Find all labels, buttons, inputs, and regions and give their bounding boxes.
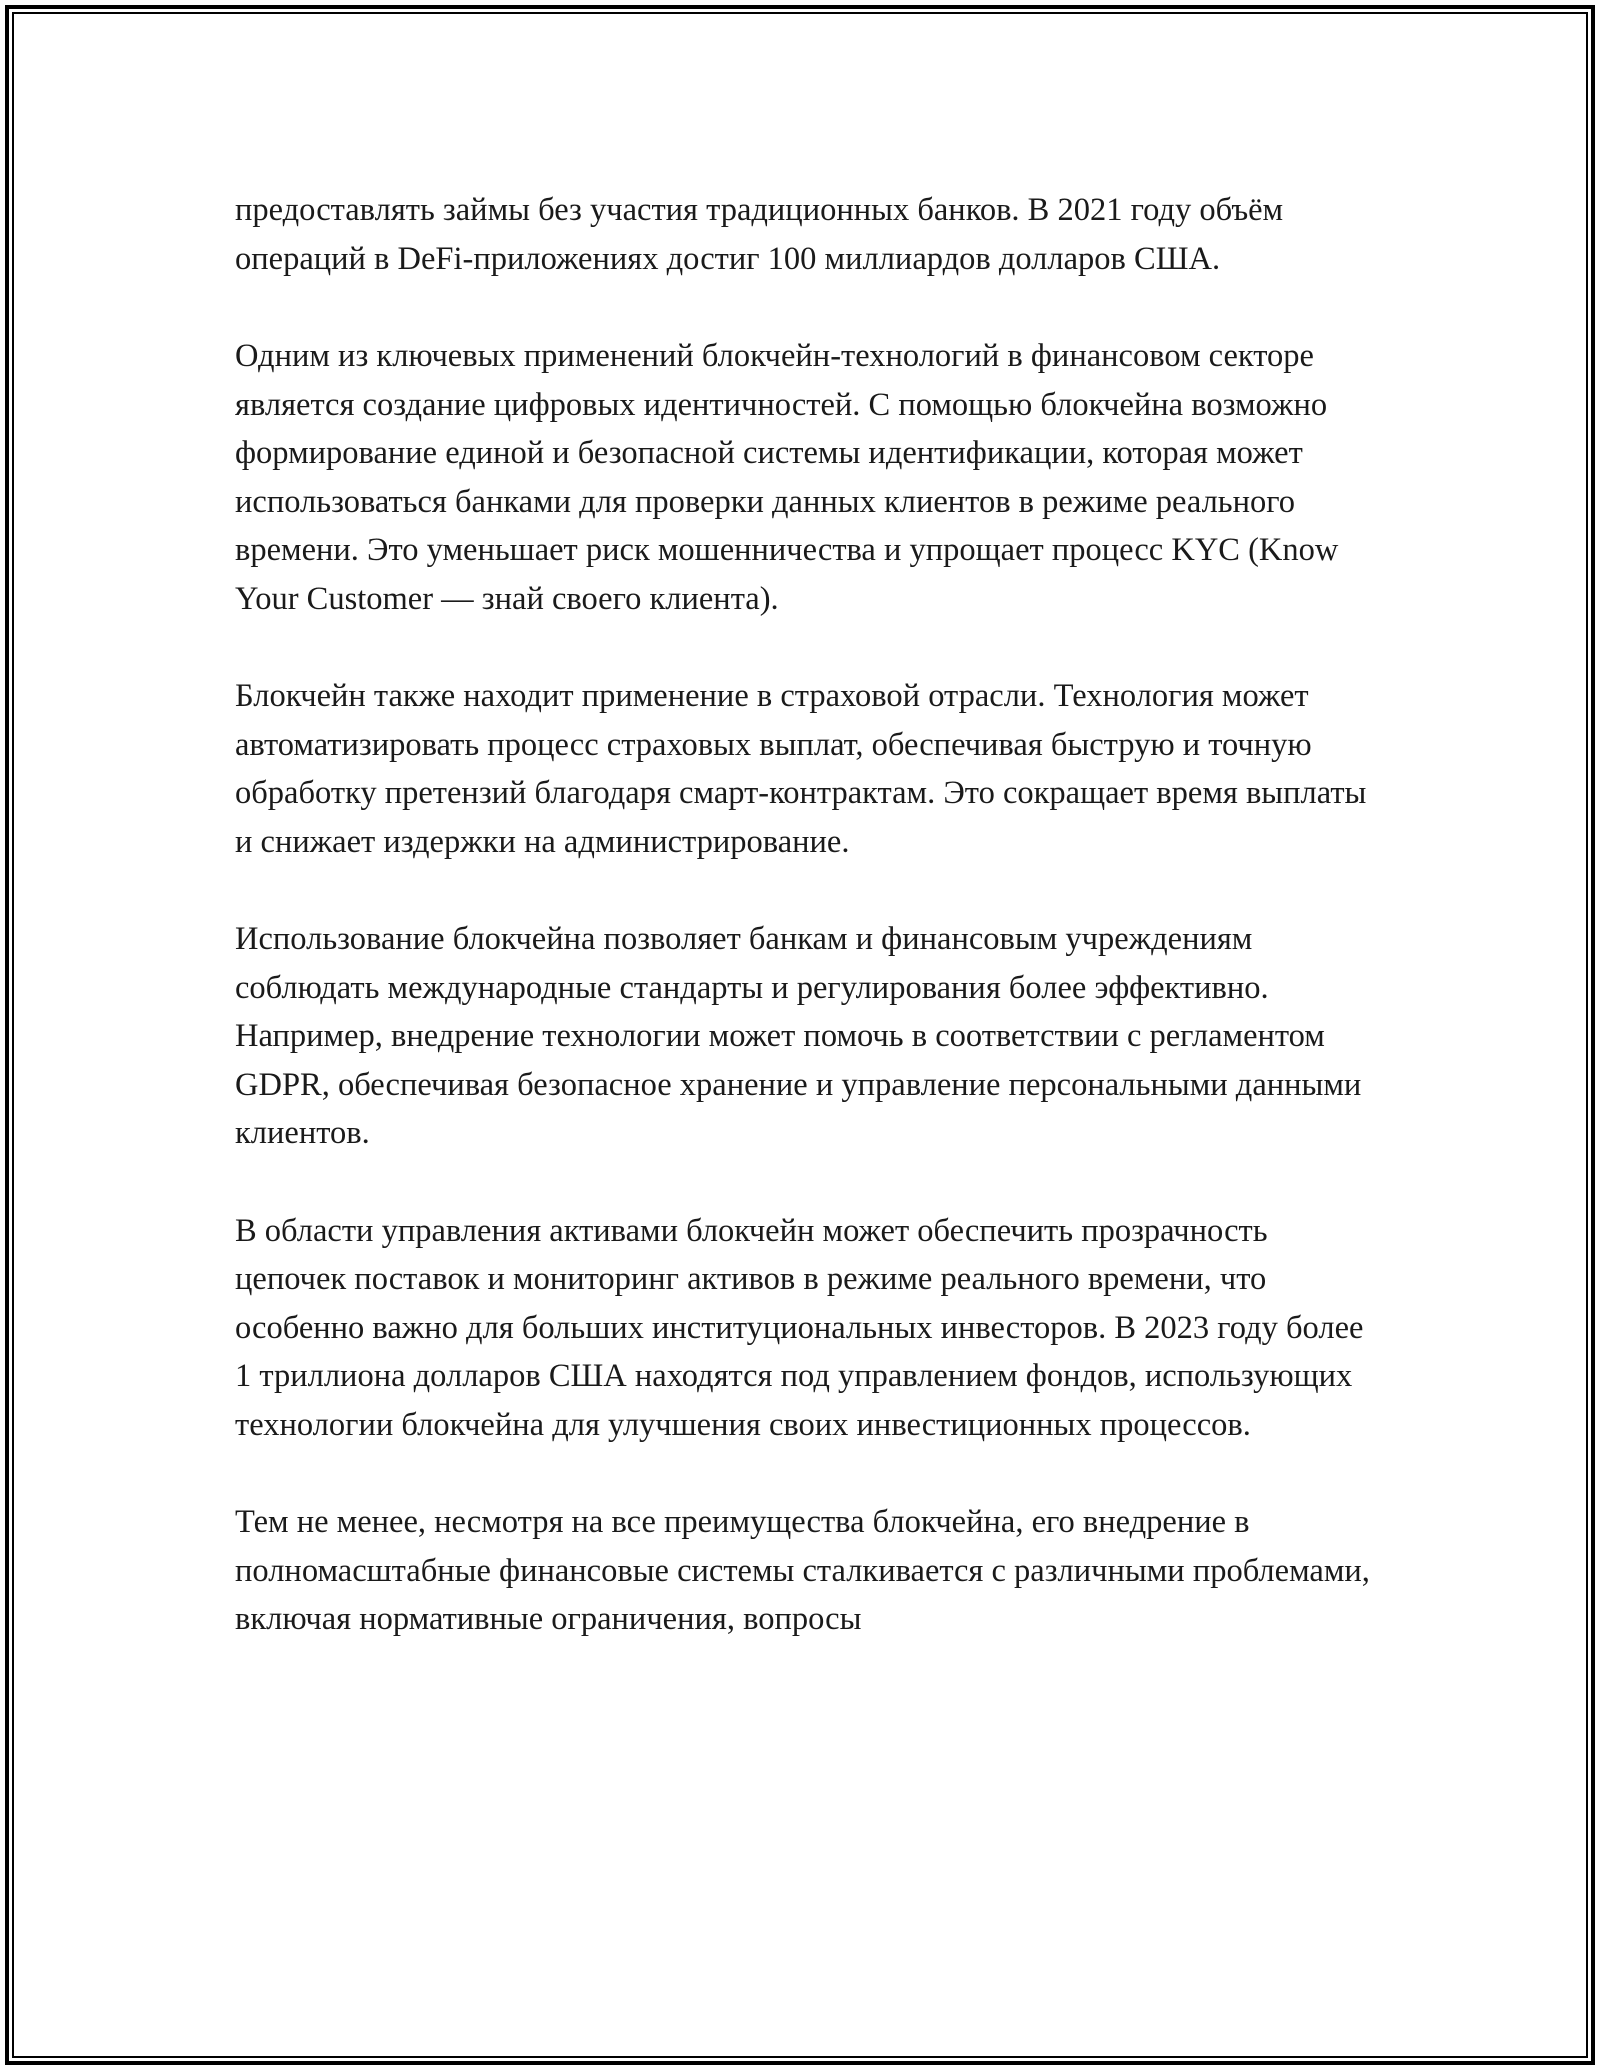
paragraph-challenges: Тем не менее, несмотря на все преимущества блокчейна, его внедрение в полномасштабные финансовые системы сталкивается с различными проблемами, включая нормативные ограничения, вопросы	[235, 1504, 1370, 1637]
paragraph-asset-management: В области управления активами блокчейн может обеспечить прозрачность цепочек поставок и мониторинг активов в режиме реального времени, что особенно важно для больших институциональных инвесторов. В 2023 году более 1 триллиона долларов США находятся под управлением фондов, использующих технологии блокчейна для улучшения своих инвестиционных процессов.	[235, 1212, 1364, 1443]
paragraph-insurance: Блокчейн также находит применение в страховой отрасли. Технология может автоматизировать процесс страховых выплат, обеспечивая быструю и точную обработку претензий благодаря смарт-контрактам. Это сокращает время выплаты и снижает издержки на администрирование.	[235, 678, 1367, 860]
paragraph-digital-identity: Одним из ключевых применений блокчейн-технологий в финансовом секторе является создание цифровых идентичностей. С помощью блокчейна возможно формирование единой и безопасной системы идентификации, которая может использоваться банками для проверки данных клиентов в режиме реального времени. Это уменьшает риск мошенничества и упрощает процесс KYC (Know Your Customer — знай своего клиента).	[235, 338, 1339, 617]
document-body	[235, 186, 1385, 1644]
paragraph-defi-volume: предоставлять займы без участия традиционных банков. В 2021 году объём операций в DeFi-приложениях достиг 100 миллиардов долларов США.	[235, 192, 1284, 277]
paragraph-regulation: Использование блокчейна позволяет банкам и финансовым учреждениям соблюдать международные стандарты и регулирования более эффективно. Например, внедрение технологии может помочь в соответствии с регламентом GDPR, обеспечивая безопасное хранение и управление персональными данными клиентов.	[235, 921, 1362, 1151]
